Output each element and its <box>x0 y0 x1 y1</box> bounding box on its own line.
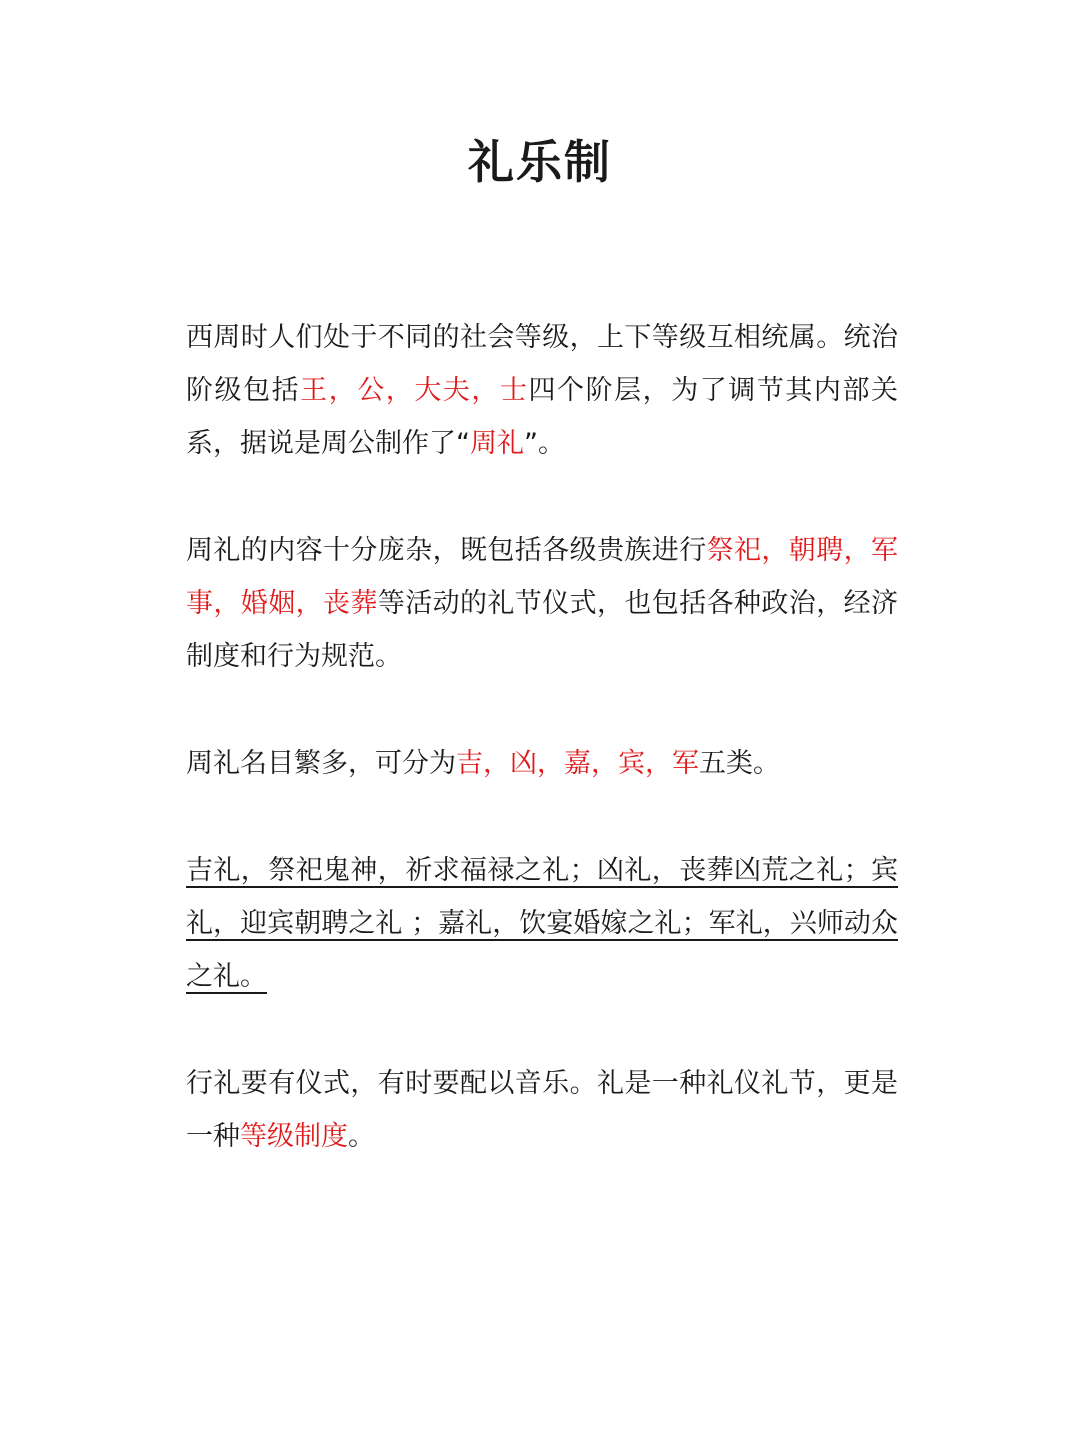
text-span: 周礼的内容十分庞杂，既包括各级贵族进行 <box>186 535 707 566</box>
highlight-zhouli: 周礼 <box>470 428 524 459</box>
paragraph-category-definitions <box>186 844 898 1003</box>
highlight-hierarchy-system: 等级制度 <box>240 1121 348 1152</box>
paragraph-five-categories <box>186 737 898 790</box>
highlight-categories: 吉，凶，嘉，宾，军 <box>456 748 699 779</box>
text-span: 四个阶层，为了调节其内部关系，据说是周公制作了“ <box>186 375 899 459</box>
highlight-activities: 祭祀，朝聘，军事，婚姻，丧葬 <box>186 535 899 619</box>
text-span: 行礼要有仪式，有时要配以音乐。礼是一种礼仪礼节，更是一种 <box>186 1068 898 1152</box>
text-span: 等活动的礼节仪式，也包括各种政治，经济制度和行为规范。 <box>186 588 899 672</box>
text-span: ”。 <box>524 428 565 459</box>
text-span: 五类。 <box>699 748 780 779</box>
page-title: 礼乐制 <box>468 135 612 189</box>
paragraph-zhou-hierarchy <box>186 311 898 470</box>
underlined-definitions: 吉礼，祭祀鬼神，祈求福禄之礼；凶礼，丧葬凶荒之礼；宾礼，迎宾朝聘之礼 ；嘉礼，饮宴婚嫁之礼；军礼，兴师动众之礼。 <box>186 855 898 992</box>
text-span: 。 <box>348 1121 375 1152</box>
paragraph-zhouli-content <box>186 524 898 683</box>
highlight-classes: 王，公，大夫，士 <box>300 375 529 406</box>
paragraph-ritual-and-music <box>186 1057 898 1163</box>
text-span: 西周时人们处于不同的社会等级，上下等级互相统属。统治阶级包括 <box>186 322 898 406</box>
text-span: 周礼名目繁多，可分为 <box>186 748 456 779</box>
